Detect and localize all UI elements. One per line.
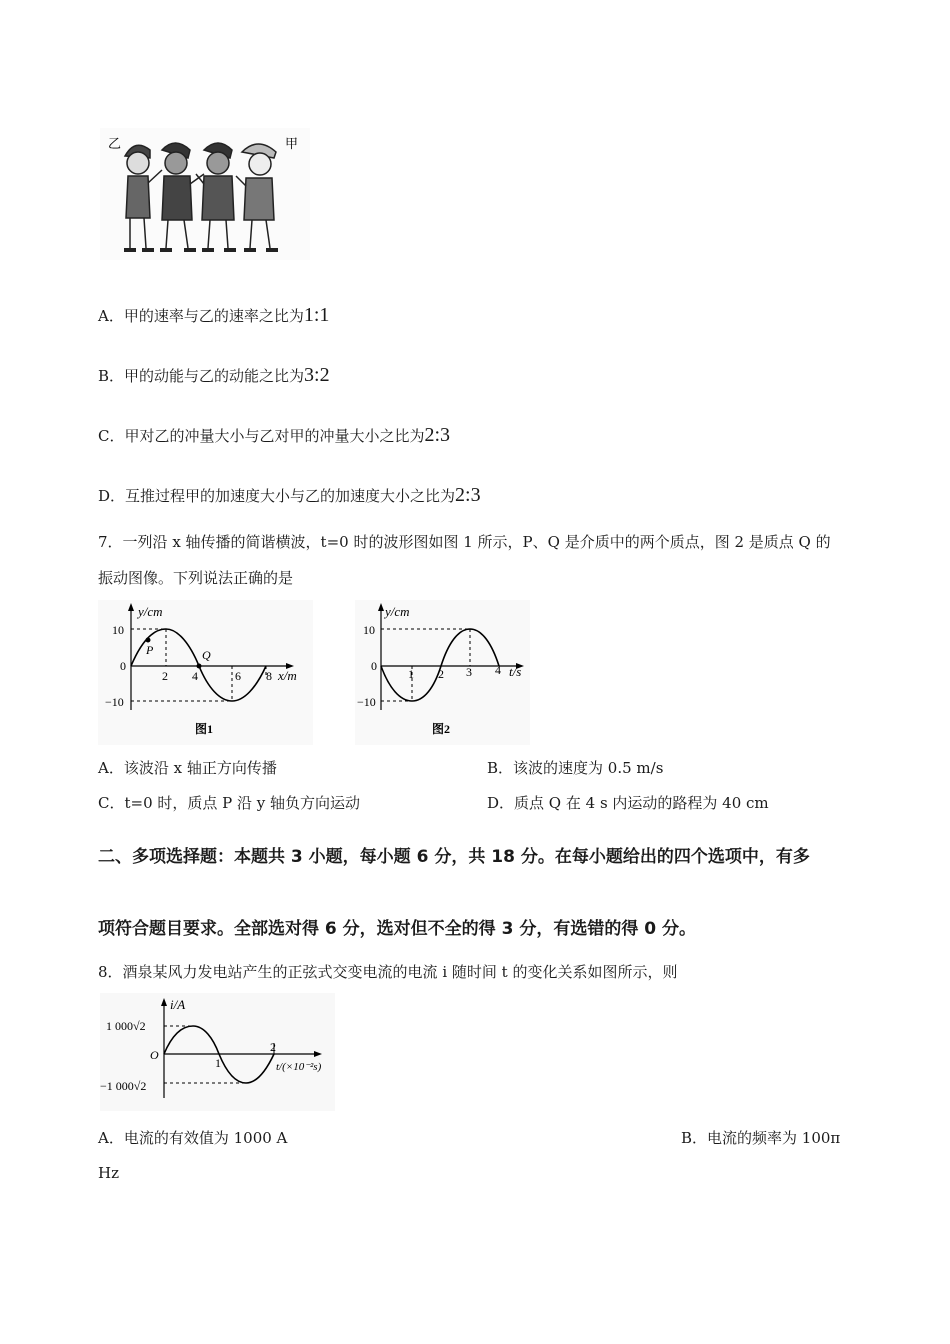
q8-ytick-top: 1 000√2 bbox=[106, 1019, 146, 1033]
q8-xlabel: t/(×10⁻²s) bbox=[276, 1061, 322, 1073]
fig2-ylabel: y/cm bbox=[385, 604, 410, 619]
people-pushing-figure bbox=[100, 128, 310, 260]
fig1-caption: 图1 bbox=[195, 722, 214, 736]
q8-xtick-2: 2 bbox=[270, 1040, 276, 1054]
fig1-xtick-4: 4 bbox=[192, 669, 198, 683]
fig1-label-q: Q bbox=[202, 648, 211, 662]
label-jia: 甲 bbox=[285, 136, 299, 151]
fig1-point-q bbox=[197, 664, 202, 669]
fig2-xlabel: t/s bbox=[509, 664, 522, 679]
label-yi: 乙 bbox=[108, 136, 122, 151]
fig1-ytick-10: 10 bbox=[112, 623, 124, 637]
q7-figure-1-wave bbox=[98, 600, 313, 745]
section2-heading-line2: 项符合题目要求。全部选对得 6 分，选对但不全的得 3 分，有选错的得 0 分。 bbox=[98, 919, 696, 939]
q8-option-a: A．电流的有效值为 1000 A bbox=[98, 1129, 288, 1147]
fig2-ytick-neg10: −10 bbox=[357, 695, 376, 709]
fig1-xtick-2: 2 bbox=[162, 669, 168, 683]
q8-ytick-bottom: −1 000√2 bbox=[100, 1079, 147, 1093]
fig2-xtick-2: 2 bbox=[438, 667, 444, 681]
q8-xtick-1: 1 bbox=[215, 1056, 221, 1070]
q7-stem-line1: 7．一列沿 x 轴传播的简谐横波，t=0 时的波形图如图 1 所示，P、Q 是介质中的两个质点，图 2 是质点 Q 的 bbox=[98, 533, 831, 551]
fig1-xtick-6: 6 bbox=[235, 669, 241, 683]
fig1-point-p bbox=[146, 638, 151, 643]
fig2-ytick-10: 10 bbox=[363, 623, 375, 637]
fig2-xtick-1: 1 bbox=[408, 667, 414, 681]
q8-current-figure bbox=[100, 993, 335, 1111]
fig2-ytick-0: 0 bbox=[371, 659, 377, 673]
q7-option-d: D．质点 Q 在 4 s 内运动的路程为 40 cm bbox=[487, 794, 769, 812]
q7-stem-line2: 振动图像。下列说法正确的是 bbox=[98, 569, 294, 587]
q8-stem: 8．酒泉某风力发电站产生的正弦式交变电流的电流 i 随时间 t 的变化关系如图所示，则 bbox=[98, 963, 678, 981]
fig1-xlabel: x/m bbox=[278, 668, 297, 683]
q7-option-b: B．该波的速度为 0.5 m/s bbox=[487, 759, 664, 777]
q7-figure-2-vibration bbox=[355, 600, 530, 745]
fig1-label-p: P bbox=[146, 643, 154, 657]
fig1-ytick-0: 0 bbox=[120, 659, 126, 673]
fig1-ytick-neg10: −10 bbox=[105, 695, 124, 709]
q7-option-c: C．t=0 时，质点 P 沿 y 轴负方向运动 bbox=[98, 794, 361, 812]
q6-option-b: B．甲的动能与乙的动能之比为3:2 bbox=[98, 364, 330, 386]
q8-ylabel: i/A bbox=[170, 997, 186, 1012]
q6-option-a: A．甲的速率与乙的速率之比为1:1 bbox=[98, 304, 330, 326]
fig2-caption: 图2 bbox=[432, 722, 451, 736]
fig1-ylabel: y/cm bbox=[138, 604, 163, 619]
q8-option-b: B．电流的频率为 100π bbox=[681, 1129, 841, 1147]
q6-option-d: D．互推过程甲的加速度大小与乙的加速度大小之比为2:3 bbox=[98, 484, 481, 506]
fig2-xtick-4: 4 bbox=[495, 663, 501, 677]
q8-option-b-unit: Hz bbox=[98, 1164, 119, 1182]
q8-origin: O bbox=[150, 1048, 159, 1062]
q6-option-c: C．甲对乙的冲量大小与乙对甲的冲量大小之比为2:3 bbox=[98, 424, 451, 446]
fig1-xtick-8: 8 bbox=[266, 669, 272, 683]
q7-option-a: A．该波沿 x 轴正方向传播 bbox=[98, 759, 277, 777]
section2-heading-line1: 二、多项选择题：本题共 3 小题，每小题 6 分，共 18 分。在每小题给出的四个选项中，有多 bbox=[98, 847, 810, 867]
fig2-xtick-3: 3 bbox=[466, 665, 472, 679]
